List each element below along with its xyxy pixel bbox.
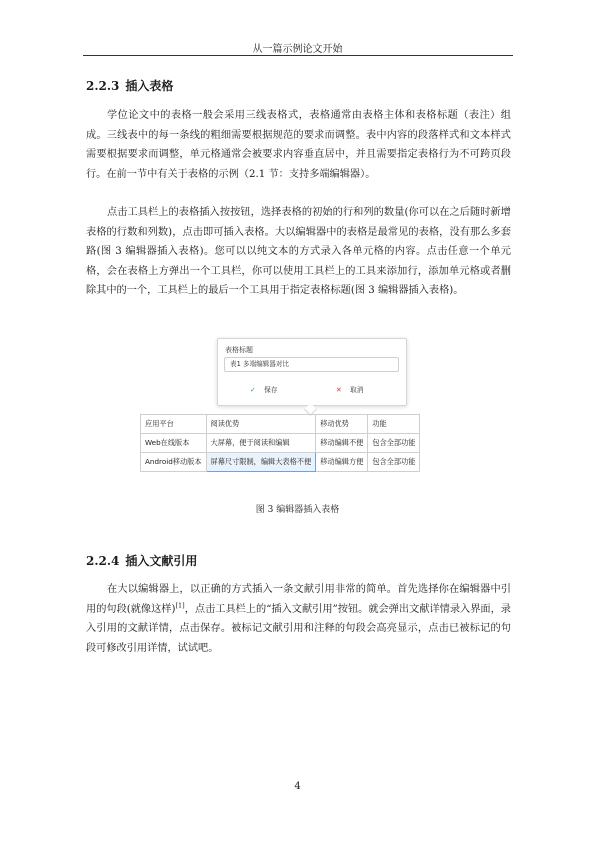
table-header-cell[interactable]: 应用平台 [141, 415, 207, 434]
citation-marker[interactable]: [1] [175, 601, 185, 610]
table-cell[interactable]: 包含全部功能 [368, 453, 420, 472]
close-icon: ✕ [336, 386, 342, 394]
section-number: 2.2.4 [86, 554, 120, 568]
cancel-button[interactable] [336, 384, 364, 394]
table-header-cell[interactable]: 功能 [368, 415, 420, 434]
table-cell[interactable]: 包含全部功能 [368, 434, 420, 453]
table-cell[interactable]: Web在线版本 [141, 434, 207, 453]
editor-table [140, 414, 420, 472]
paragraph-tables-intro: 学位论文中的表格一般会采用三线表格式，表格通常由表格主体和表格标题（表注）组成。三线表中的每一条线的粗细需要根据规范的要求而调整。表中内容的段落样式和文本样式需要根据要求而调整，单元格通常会被要求内容垂直居中，并且需要指定表格行为不可跨页段行。在前一节中有关于表格的示例（2.1 节：支持多端编辑器）。 [86, 110, 511, 180]
table-cell[interactable]: 移动编辑不便 [316, 434, 368, 453]
citation-text-before: 在大以编辑器上，以正确的方式插入一条文献引用非常的简单。首先选择你在编辑器中引用的句段(就像这样) [86, 584, 511, 615]
section-heading-2-2-4 [86, 552, 197, 569]
caption-input[interactable]: 表1 多端编辑器对比 [224, 357, 399, 372]
table-row [141, 434, 420, 453]
section-title: 插入表格 [125, 79, 174, 93]
header-rule [83, 55, 513, 56]
save-button[interactable] [250, 384, 278, 394]
running-header: 从一篇示例论文开始 [252, 44, 343, 55]
table-header-cell[interactable]: 阅读优势 [206, 415, 316, 434]
section-title: 插入文献引用 [125, 554, 198, 568]
cancel-label: 取消 [350, 386, 364, 394]
table-row [141, 453, 420, 472]
section-heading-2-2-3 [86, 77, 173, 94]
page-number: 4 [294, 781, 301, 792]
paragraph-insert-citation [86, 580, 511, 658]
citation-text-after: ，点击工具栏上的“插入文献引用”按钮。就会弹出文献详情录入界面，录入引用的文献详情，点击保存。被标记文献引用和注释的句段会高亮显示，点击已被标记的句段可修改引用详情，试试吧。 [86, 603, 511, 654]
caption-field-label: 表格标题 [225, 346, 253, 354]
check-icon: ✓ [250, 386, 256, 394]
table-cell[interactable]: Android移动版本 [141, 453, 207, 472]
table-caption-popup [217, 338, 407, 406]
paragraph-insert-table: 点击工具栏上的表格插入按按钮，选择表格的初始的行和列的数量(你可以在之后随时新增表格的行数和列数)，点击即可插入表格。大以编辑器中的表格是最常见的表格，没有那么多套路(图 3 编辑器插入表格)。您可以以纯文本的方式录入各单元格的内容。点击任意一个单元格，会在表格上方弹出一个工具栏，你可以使用工具栏上的工具来添加行，添加单元格或者删除其中的一个，工具栏上的最后一个工具用于指定表格标题(图 3 编辑器插入表格)。 [86, 207, 511, 297]
table-cell-selected[interactable]: 屏幕尺寸限制，编辑大表格不便 [206, 453, 316, 472]
table-header-row [141, 415, 420, 434]
table-cell[interactable]: 大屏幕，便于阅读和编辑 [206, 434, 316, 453]
save-label: 保存 [264, 386, 278, 394]
table-header-cell[interactable]: 移动优势 [316, 415, 368, 434]
section-number: 2.2.3 [86, 79, 120, 93]
table-cell[interactable]: 移动编辑方便 [316, 453, 368, 472]
figure-caption: 图 3 编辑器插入表格 [255, 505, 340, 515]
